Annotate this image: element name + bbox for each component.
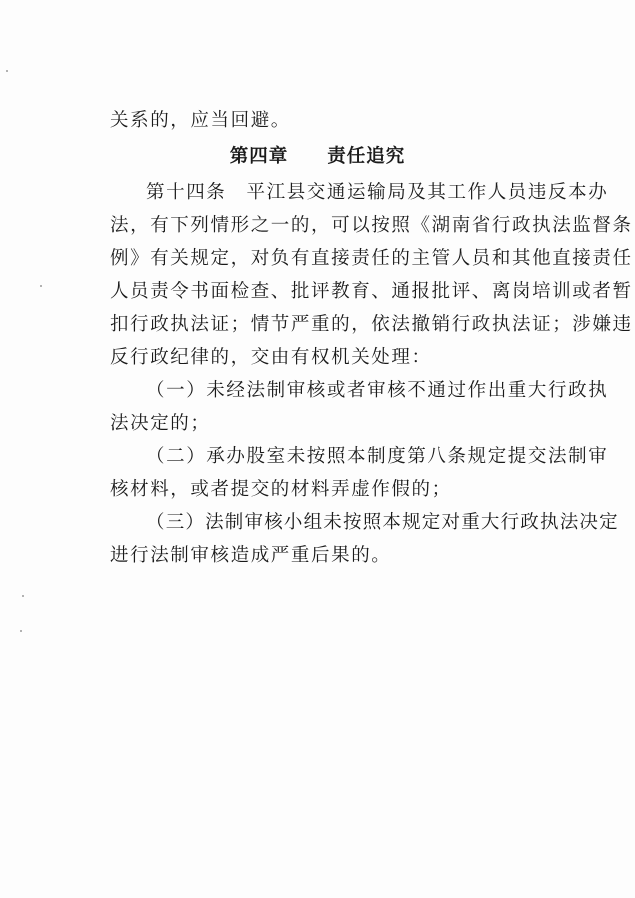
scan-speck: [22, 595, 24, 597]
article-14-line-2: 法，有下列情形之一的，可以按照《湖南省行政执法监督条: [110, 215, 633, 236]
scan-speck: [40, 285, 42, 287]
item-3-line-1: （三）法制审核小组未按照本规定对重大行政执法决定: [146, 512, 619, 533]
article-14-line-5: 扣行政执法证；情节严重的，依法撤销行政执法证；涉嫌违: [110, 314, 633, 335]
article-14-line-1: 第十四条 平江县交通运输局及其工作人员违反本办: [146, 182, 609, 203]
item-1-line-2: 法决定的；: [110, 413, 211, 434]
scan-speck: [20, 630, 22, 632]
scan-speck: [6, 70, 8, 72]
item-1-line-1: （一）未经法制审核或者审核不通过作出重大行政执: [146, 380, 609, 401]
item-2-line-2: 核材料，或者提交的材料弄虚作假的；: [110, 479, 452, 500]
article-14-line-4: 人员责令书面检查、批评教育、通报批评、离岗培训或者暂: [110, 281, 633, 302]
article-14-line-6: 反行政纪律的，交由有权机关处理：: [110, 347, 432, 368]
chapter-heading: 第四章 责任追究: [229, 146, 406, 167]
item-3-line-2: 进行法制审核造成严重后果的。: [110, 545, 392, 566]
item-2-line-1: （二）承办股室未按照本制度第八条规定提交法制审: [146, 446, 609, 467]
text-line-continuation: 关系的，应当回避。: [110, 110, 291, 131]
article-14-line-3: 例》有关规定，对负有直接责任的主管人员和其他直接责任: [110, 248, 633, 269]
